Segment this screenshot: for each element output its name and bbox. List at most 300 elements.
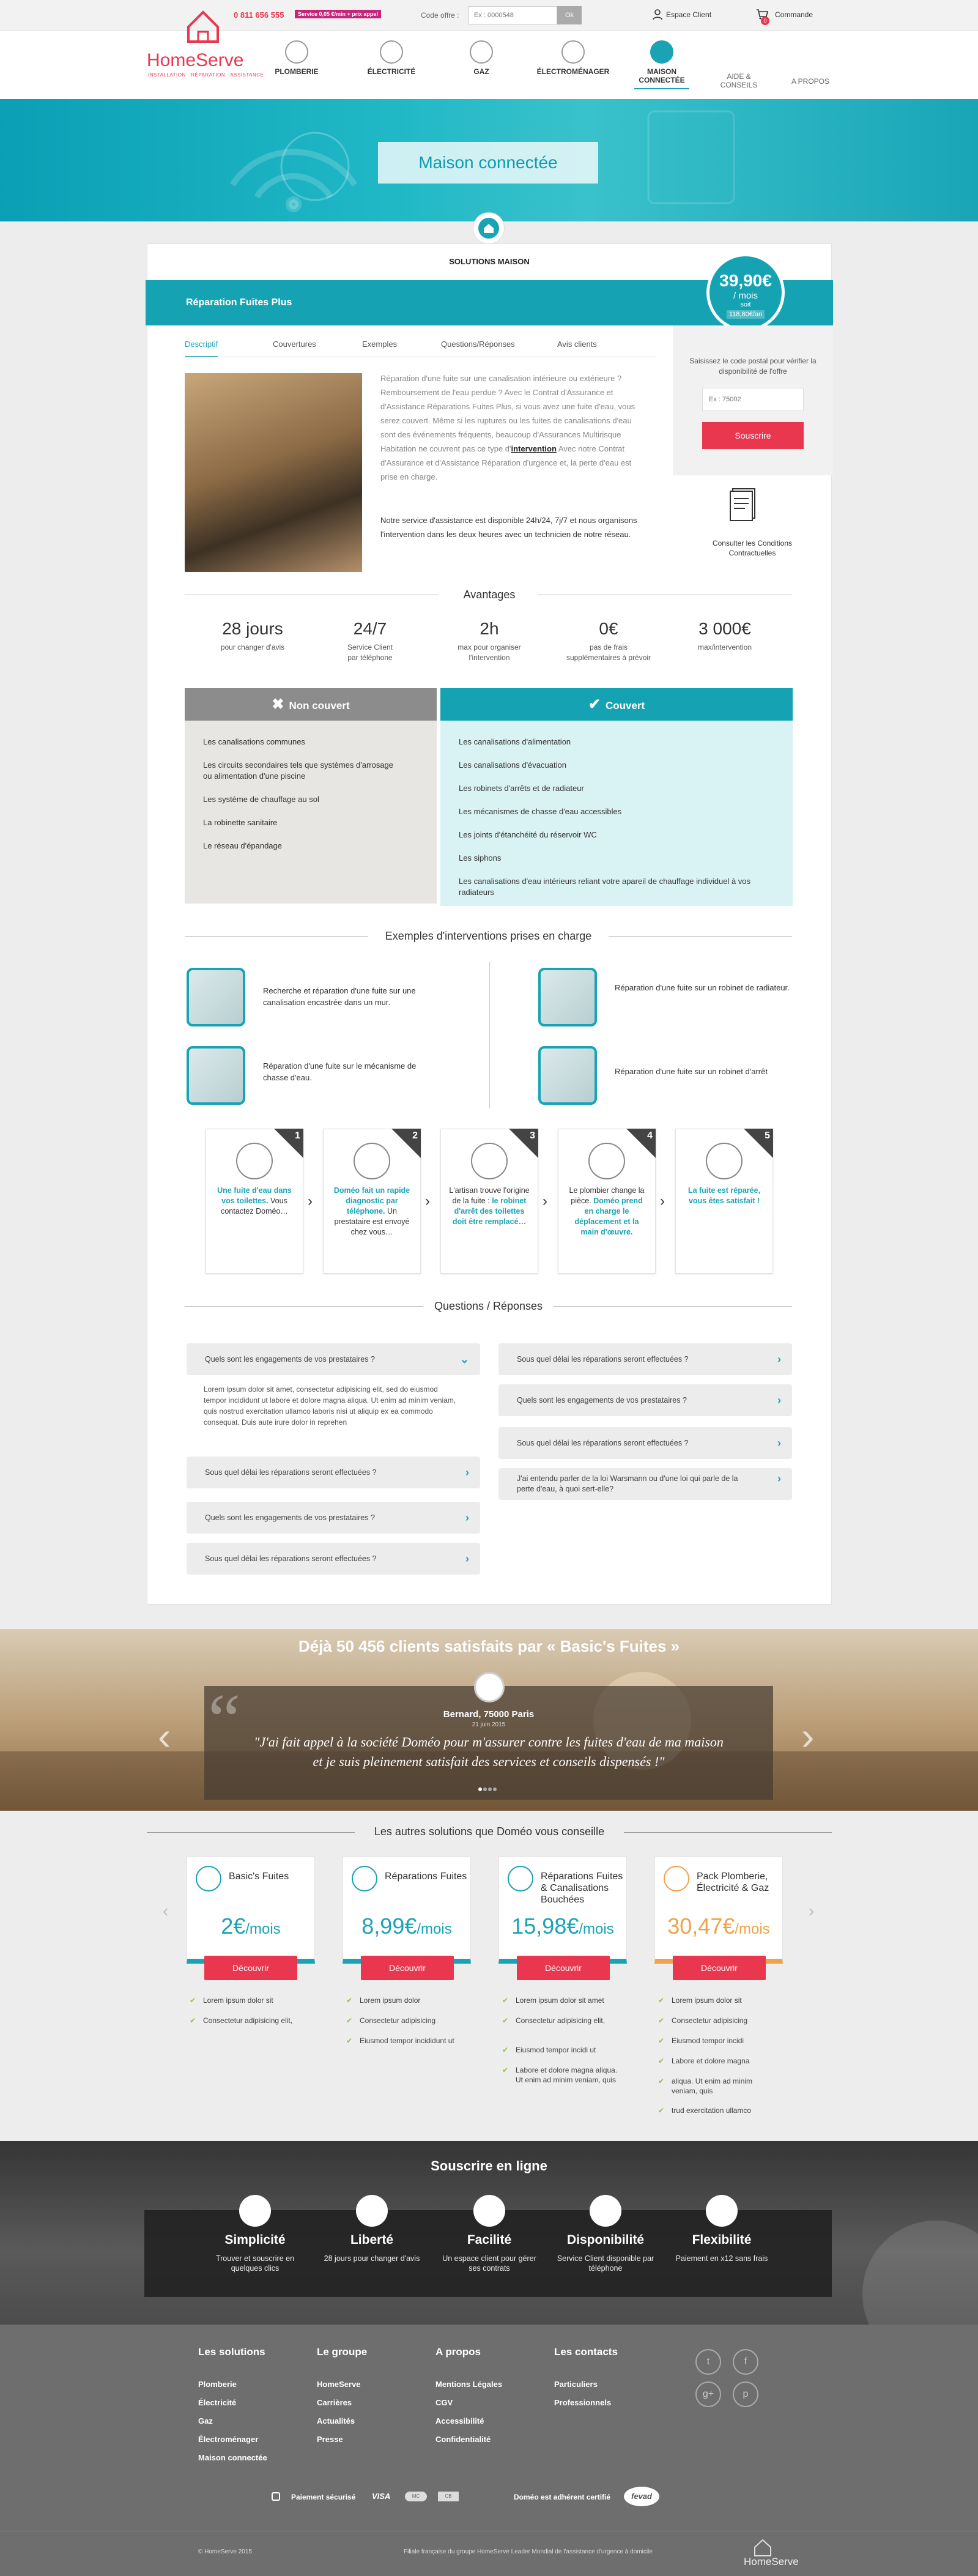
footer-link[interactable]: Mentions Légales <box>435 2380 503 2389</box>
solution-price <box>655 1913 782 1939</box>
home-badge <box>473 212 505 244</box>
feature-text: aliqua. Ut enim ad minim veniam, quis <box>672 2077 753 2095</box>
headset-icon <box>590 2195 621 2227</box>
price-bubble <box>706 253 785 332</box>
couvert-list <box>440 721 793 898</box>
stop-valve-icon <box>538 1046 597 1105</box>
souscrire-item-desc: 28 jours pour changer d'avis <box>324 2254 420 2263</box>
tab-exemples[interactable]: Exemples <box>362 340 398 349</box>
avantage-item <box>198 619 308 653</box>
testimonial-quote: "J'ai fait appel à la société Doméo pour m'assurer contre les fuites d'eau de ma maison et je suis pleinement satisfait des services et conseils dispensés !" <box>254 1734 724 1769</box>
divider <box>624 1832 832 1833</box>
pinterest-icon[interactable]: p <box>733 2381 758 2407</box>
carousel-prev-icon[interactable]: ‹ <box>158 1714 171 1758</box>
solution-card <box>498 1857 627 1964</box>
feature-item <box>658 2036 774 2046</box>
others-next-icon[interactable]: › <box>809 1901 815 1920</box>
faq-question[interactable] <box>498 1427 792 1459</box>
commande-link[interactable] <box>755 8 813 24</box>
nav-aide[interactable] <box>708 72 769 89</box>
step-card <box>558 1129 656 1274</box>
couvert-box <box>440 688 793 906</box>
nav-electromenager[interactable] <box>533 40 613 76</box>
feature-item <box>502 1995 618 2005</box>
souscrire-item-title: Disponibilité <box>567 2233 644 2247</box>
souscrire-item-title: Facilité <box>467 2233 512 2247</box>
solution-price <box>499 1913 626 1939</box>
description-text: Réparation d'une fuite sur une canalisation intérieure ou extérieure ? Remboursement de l'eau perdue ? Avec le Contrat d'Assurance et d'Assistance Réparations Fuites Plus, si vous avez une fuite d'eau, vous serez couvert. Même si les ruptures ou les fuites de canalisations d'eau sont des événements fréquents, beaucoup d'Assurances Multirisque Habitation ne couvrent pas ce type d' <box>380 374 635 453</box>
decouvrir-button[interactable]: Découvrir <box>204 1956 297 1980</box>
wrench-icon <box>588 1143 625 1179</box>
arrow-right-icon: › <box>660 1193 665 1209</box>
nav-label: ÉLECTRICITÉ <box>367 67 416 76</box>
nav-apropos[interactable] <box>780 77 841 86</box>
footer-link[interactable]: CGV <box>435 2398 453 2407</box>
price-per: /mois <box>245 1921 281 1937</box>
souscrire-item-title: Liberté <box>350 2233 393 2247</box>
feature-text: Eiusmod tempor incididunt ut <box>360 2036 454 2045</box>
list-item: Le réseau d'épandage <box>203 841 282 850</box>
testimonial-author: Bernard, 75000 Paris <box>443 1709 535 1720</box>
souscrire-item-title: Flexibilité <box>692 2233 752 2247</box>
divider-vertical <box>489 962 490 1108</box>
feature-item <box>658 2076 774 2096</box>
thumbs-up-icon <box>239 2195 271 2227</box>
divider <box>554 1306 792 1307</box>
price-yearly: 118,80€/an <box>727 310 765 319</box>
footer-link[interactable]: Électroménager <box>198 2435 259 2444</box>
copyright: © HomeServe 2015 <box>198 2548 252 2555</box>
tab-couvertures[interactable]: Couvertures <box>273 340 316 349</box>
nav-plomberie[interactable] <box>257 40 336 76</box>
feature-text: Consectetur adipisicing <box>360 2016 436 2025</box>
nav-label: ÉLECTROMÉNAGER <box>536 67 610 76</box>
exemple-text: Réparation d'une fuite sur un robinet de radiateur. <box>615 983 790 992</box>
avantage-item <box>554 619 664 663</box>
divider <box>609 936 792 937</box>
divider <box>185 936 368 937</box>
quote-icon: “ <box>208 1679 241 1760</box>
intervention-link[interactable]: intervention <box>511 444 557 453</box>
googleplus-icon[interactable]: g+ <box>695 2381 721 2407</box>
decouvrir-button[interactable]: Découvrir <box>361 1956 454 1980</box>
checkmark-icon: ✔ <box>658 2077 665 2085</box>
plumber-photo <box>185 373 362 572</box>
footer-link[interactable]: Particuliers <box>554 2380 598 2389</box>
mastercard-logo: MC <box>405 2492 427 2501</box>
document-icon <box>728 488 760 525</box>
souscrire-item-desc: Trouver et souscrire en quelques clics <box>215 2254 295 2273</box>
solution-price <box>187 1913 314 1939</box>
feature-text: Lorem ipsum dolor sit amet <box>516 1996 604 2005</box>
brand-tagline: INSTALLATION · RÉPARATION · ASSISTANCE <box>148 72 264 78</box>
faq-question[interactable] <box>498 1343 792 1375</box>
code-offre-label: Code offre : <box>421 11 459 20</box>
step-text <box>676 1186 772 1206</box>
service-badge: Service 0,05 €/min + prix appel <box>295 10 381 18</box>
appliance-icon <box>561 40 585 64</box>
step-rest: Le plombier change la pièce. <box>569 1186 645 1205</box>
checkmark-icon: ✔ <box>502 2016 509 2025</box>
footer-column-title: A propos <box>435 2346 481 2358</box>
footer-house-logo-icon <box>747 2536 778 2557</box>
list-item: Les mécanismes de chasse d'eau accessibles <box>459 807 622 816</box>
decouvrir-button[interactable]: Découvrir <box>673 1956 766 1980</box>
checkmark-icon: ✔ <box>658 2036 665 2045</box>
souscrire-item <box>323 2195 421 2263</box>
faq-question[interactable] <box>498 1384 792 1416</box>
feature-item <box>502 2065 618 2085</box>
faq-question[interactable] <box>187 1457 480 1488</box>
avantage-desc: Service Client par téléphone <box>347 643 393 662</box>
step-number: 5 <box>765 1130 770 1141</box>
exemple-text: Réparation d'une fuite sur le mécanisme de chasse d'eau. <box>263 1061 417 1082</box>
price-per: / mois <box>733 291 758 301</box>
footer-link[interactable]: HomeServe <box>317 2380 361 2389</box>
souscrire-item-title: Simplicité <box>224 2233 286 2247</box>
feature-item <box>346 2036 462 2046</box>
avantage-item <box>315 619 425 663</box>
price-amount: 2€ <box>221 1913 246 1939</box>
souscrire-item-desc: Un espace client pour gérer ses contrats <box>442 2254 536 2273</box>
checkmark-icon: ✔ <box>502 2066 509 2074</box>
avantage-value: 0€ <box>599 619 618 638</box>
chevron-right-icon: › <box>465 1466 469 1479</box>
non-couvert-list <box>185 721 437 852</box>
checkmark-icon: ✔ <box>190 1996 196 2005</box>
footer-link[interactable]: Actualités <box>317 2416 355 2426</box>
faq-question[interactable] <box>187 1502 480 1534</box>
exemples-title: Exemples d'interventions prises en charge <box>385 930 592 942</box>
price-per: /mois <box>735 1921 770 1937</box>
feature-text: Lorem ipsum dolor sit <box>203 1996 273 2005</box>
solutions-title: SOLUTIONS MAISON <box>449 257 530 266</box>
chevron-right-icon: › <box>777 1394 781 1406</box>
footer-column-title: Les contacts <box>554 2346 618 2358</box>
tab-descriptif[interactable]: Descriptif <box>185 340 218 357</box>
fevad-logo: fevad <box>624 2487 659 2506</box>
price-value: 39,90€ <box>719 271 772 290</box>
step-card <box>440 1129 538 1274</box>
footer-column <box>435 2346 502 2449</box>
filiale-text: Filiale française du groupe HomeServe Leader Mondial de l'assistance d'urgence à domicile <box>404 2548 653 2555</box>
fevad-label: Doméo est adhérent certifié <box>514 2493 611 2501</box>
souscrire-title: Souscrire en ligne <box>431 2158 547 2173</box>
price-soit: soit <box>740 301 751 308</box>
nav-label: MAISON CONNECTÉE <box>639 67 685 84</box>
product-title: Réparation Fuites Plus <box>186 297 292 308</box>
souscrire-item <box>557 2195 654 2273</box>
solution-card <box>343 1857 471 1964</box>
solution-price <box>343 1913 470 1939</box>
footer-link[interactable]: Confidentialité <box>435 2435 491 2444</box>
feature-item <box>658 2106 774 2115</box>
faq-question-text: Quels sont les engagements de vos prestataires ? <box>517 1396 687 1405</box>
step-text <box>441 1186 538 1227</box>
code-offre-input[interactable] <box>469 6 557 24</box>
souscrire-item-desc: Paiement en x12 sans frais <box>675 2254 768 2263</box>
solution-name: Pack Plomberie, Électricité & Gaz <box>697 1871 769 1893</box>
feature-item <box>346 2016 462 2025</box>
hero-title: Maison connectée <box>378 142 598 184</box>
list-item: Les circuits secondaires tels que systèmes d'arrosage ou alimentation d'une piscine <box>203 760 394 781</box>
faq-question-text: Sous quel délai les réparations seront effectuées ? <box>205 1468 377 1477</box>
footer-link[interactable]: Presse <box>317 2435 343 2444</box>
feature-text: Consectetur adipisicing elit, <box>516 2016 606 2025</box>
faq-question[interactable] <box>187 1343 480 1375</box>
footer-column-title: Le groupe <box>317 2346 368 2358</box>
brand-name: HomeServe <box>147 50 244 70</box>
footer-column <box>554 2346 618 2412</box>
chevron-right-icon: › <box>465 1553 469 1565</box>
visa-logo: VISA <box>372 2492 391 2501</box>
tab-questions[interactable]: Questions/Réponses <box>441 340 515 349</box>
chevron-right-icon: › <box>777 1353 781 1365</box>
souscrire-item <box>440 2195 538 2273</box>
step-number: 4 <box>647 1130 653 1141</box>
checkmark-icon: ✔ <box>658 2106 665 2115</box>
cb-logo: CB <box>438 2492 459 2501</box>
nav-gaz[interactable] <box>442 40 521 76</box>
step-bold: Doméo prend en charge le déplacement et la main d'œuvre. <box>574 1197 643 1236</box>
conditions-link[interactable]: Consulter les Conditions Contractuelles <box>712 539 793 557</box>
footer-column-title: Les solutions <box>198 2346 265 2358</box>
step-bold: Une fuite d'eau dans vos toilettes. <box>217 1186 292 1205</box>
faucet-icon <box>471 1143 508 1179</box>
list-item: Les canalisations communes <box>203 737 305 746</box>
couvert-title: Couvert <box>605 700 645 711</box>
exemple-text: Recherche et réparation d'une fuite sur une canalisation encastrée dans un mur. <box>263 986 416 1007</box>
house-logo-icon <box>185 9 221 43</box>
handshake-icon <box>356 2195 388 2227</box>
exemple-text: Réparation d'une fuite sur un robinet d'arrêt <box>615 1067 768 1076</box>
footer-link[interactable]: Accessibilité <box>435 2416 484 2426</box>
list-item: Les canalisations d'alimentation <box>459 737 571 746</box>
arrow-right-icon: › <box>308 1193 313 1209</box>
testimonial-title: Déjà 50 456 clients satisfaits par « Basic's Fuites » <box>298 1637 680 1655</box>
feature-text: Labore et dolore magna <box>672 2057 750 2065</box>
step-card <box>323 1129 421 1274</box>
postal-instructions: Saisissez le code postal pour vérifier la disponibilité de l'offre <box>689 357 817 376</box>
step-card <box>675 1129 773 1274</box>
twitter-icon[interactable]: t <box>695 2349 721 2375</box>
subscribe-sidebox <box>673 325 833 475</box>
chevron-right-icon: › <box>465 1512 469 1524</box>
carousel-next-icon[interactable]: › <box>801 1714 815 1758</box>
price-amount: 8,99€ <box>361 1913 417 1939</box>
list-item: Les robinets d'arrêts et de radiateur <box>459 784 584 793</box>
avantage-desc: max pour organiser l'intervention <box>458 643 521 662</box>
faq-question[interactable] <box>187 1543 480 1575</box>
faq-question-text: Quels sont les engagements de vos prestataires ? <box>205 1513 375 1522</box>
souscrire-item <box>673 2195 771 2263</box>
step-bold: le robinet d'arrêt des toilettes doit être remplacé… <box>452 1197 527 1226</box>
checkmark-icon: ✔ <box>190 2016 196 2025</box>
avantage-value: 3 000€ <box>698 619 751 638</box>
step-text <box>558 1186 655 1238</box>
list-item: Les canalisations d'eau intérieurs reliant votre apareil de chauffage individuel à vos radiateurs <box>459 877 751 897</box>
step-number: 2 <box>412 1130 418 1141</box>
faq-question-text: Sous quel délai les réparations seront effectuées ? <box>205 1554 377 1563</box>
footer-link[interactable]: Plomberie <box>198 2380 237 2389</box>
feature-item <box>658 2016 774 2025</box>
house-icon <box>664 1866 689 1891</box>
secure-payment-label: Paiement sécurisé <box>291 2493 356 2501</box>
faq-question-text: Quels sont les engagements de vos prestataires ? <box>205 1355 375 1364</box>
solution-name: Réparations Fuites <box>385 1871 467 1882</box>
step-bold: Doméo fait un rapide diagnostic par téléphone. <box>333 1186 410 1216</box>
wifi-icon <box>650 40 673 64</box>
list-item: La robinette sanitaire <box>203 818 278 827</box>
step-number: 1 <box>295 1130 300 1141</box>
chevron-right-icon: › <box>777 1437 781 1449</box>
faq-question[interactable] <box>498 1468 792 1500</box>
footer-link[interactable]: Professionnels <box>554 2398 612 2407</box>
avatar <box>474 1672 505 1702</box>
testimonial-date: 21 juin 2015 <box>472 1721 506 1728</box>
step-card <box>206 1129 303 1274</box>
espace-client-link[interactable] <box>651 8 712 22</box>
checkmark-icon: ✔ <box>346 1996 353 2005</box>
feature-item <box>502 2016 618 2025</box>
checkmark-icon: ✔ <box>658 2016 665 2025</box>
others-prev-icon[interactable]: ‹ <box>163 1901 169 1920</box>
step-rest: L'artisan trouve l'origine de la fuite : <box>449 1186 530 1205</box>
nav-label: A PROPOS <box>791 77 830 86</box>
phone-agent-icon <box>354 1143 390 1179</box>
non-couvert-title: Non couvert <box>289 700 350 711</box>
solution-name: Basic's Fuites <box>229 1871 289 1882</box>
checkmark-icon: ✔ <box>502 1996 509 2005</box>
service-description: Notre service d'assistance est disponible 24h/24, 7j/7 et nous organisons l'intervention dans les deux heures avec un technicien de notre réseau. <box>380 516 637 539</box>
phone-number[interactable]: 0 811 656 555 <box>234 10 284 20</box>
checkmark-icon: ✔ <box>346 2016 353 2025</box>
avantage-desc: pas de frais supplémentaires à prévoir <box>566 643 651 662</box>
feature-text: Consectetur adipisicing elit, <box>203 2016 293 2025</box>
divider <box>147 1832 355 1833</box>
faq-question-text: Sous quel délai les réparations seront effectuées ? <box>517 1439 689 1447</box>
step-bold: La fuite est réparée, vous êtes satisfait ! <box>687 1186 761 1205</box>
pipe-wall-icon <box>187 968 245 1026</box>
user-icon <box>473 2195 505 2227</box>
others-title: Les autres solutions que Doméo vous conseille <box>374 1825 605 1838</box>
step-rest: Vous contactez Doméo… <box>221 1197 288 1216</box>
avantage-desc: max/intervention <box>697 643 752 651</box>
house-icon <box>196 1866 221 1891</box>
list-item: Les canalisations d'évacuation <box>459 760 566 770</box>
checkmark-icon: ✔ <box>502 2046 509 2054</box>
feature-text: Eiusmod tempor incidi ut <box>516 2046 596 2054</box>
cart-count-badge: 0 <box>761 17 769 25</box>
commande-label: Commande <box>775 10 813 19</box>
checkmark-icon: ✔ <box>658 1996 665 2005</box>
non-couvert-header <box>185 688 437 721</box>
step-text <box>206 1186 303 1217</box>
souscrire-item <box>206 2195 304 2273</box>
non-couvert-box <box>185 688 437 904</box>
checkmark-icon: ✔ <box>346 2036 353 2045</box>
feature-text: trud exercitation ullamco <box>672 2106 752 2115</box>
nav-electricite[interactable] <box>352 40 431 76</box>
checkmark-icon: ✔ <box>658 2057 665 2065</box>
faq-title: Questions / Réponses <box>434 1300 543 1312</box>
active-underline <box>634 88 689 89</box>
tab-avis[interactable]: Avis clients <box>557 340 597 349</box>
feature-text: Lorem ipsum dolor <box>360 1996 421 2005</box>
home-icon <box>478 218 499 239</box>
feature-text: Labore et dolore magna aliqua. Ut enim ad minim veniam, quis <box>516 2066 618 2084</box>
souscrire-button[interactable]: Souscrire <box>702 422 804 449</box>
chevron-right-icon: › <box>777 1472 781 1485</box>
price-amount: 15,98€ <box>511 1913 579 1939</box>
nav-label: GAZ <box>473 67 489 76</box>
avantage-value: 28 jours <box>222 619 283 638</box>
avantage-desc: pour changer d'avis <box>220 643 285 651</box>
feature-item <box>346 1995 462 2005</box>
lock-icon <box>272 2492 280 2501</box>
code-ok-button[interactable]: Ok <box>557 6 582 24</box>
step-rest: Un prestataire est envoyé chez vous… <box>334 1207 410 1236</box>
nav-maison-connectee[interactable] <box>622 40 702 89</box>
feature-item <box>658 1995 774 2005</box>
nav-label: PLOMBERIE <box>275 67 319 76</box>
footer-link[interactable]: Gaz <box>198 2416 213 2426</box>
couvert-header <box>440 688 793 721</box>
footer-brand: HomeServe <box>744 2556 799 2567</box>
toilet-icon <box>236 1143 273 1179</box>
footer-link[interactable]: Électricité <box>198 2398 237 2407</box>
gas-icon <box>470 40 493 64</box>
checkmark-icon: ✔ <box>588 696 601 713</box>
footer-link[interactable]: Carrières <box>317 2398 352 2407</box>
price-amount: 30,47€ <box>667 1913 735 1939</box>
feature-item <box>658 2056 774 2066</box>
house-icon <box>352 1866 377 1891</box>
feature-text: Eiusmod tempor incidi <box>672 2036 744 2045</box>
solution-card <box>187 1857 315 1964</box>
list-item: Les système de chauffage au sol <box>203 795 319 804</box>
step-text <box>324 1186 420 1238</box>
feature-item <box>190 1995 306 2005</box>
chevron-down-icon: ⌄ <box>459 1353 469 1365</box>
description-end: Avec notre Contrat d'Assurance et d'Assistance Réparation d'urgence et, la perte d'eau est prise en charge. <box>380 444 632 481</box>
espace-client-label: Espace Client <box>666 10 712 19</box>
nav-label: AIDE & CONSEILS <box>720 72 758 89</box>
arrow-right-icon: › <box>425 1193 430 1209</box>
feature-text: Consectetur adipisicing <box>672 2016 748 2025</box>
arrow-right-icon: › <box>543 1193 547 1209</box>
plumbing-icon <box>285 40 308 64</box>
avantages-title: Avantages <box>463 588 516 601</box>
user-icon <box>651 8 664 20</box>
feature-item <box>190 2016 306 2025</box>
faq-answer: Lorem ipsum dolor sit amet, consectetur adipisicing elit, sed do eiusmod tempor incididunt ut labore et dolore magna aliqua. Ut enim ad minim veniam, quis nostrud exercitation ullamco laboris nisi ut aliquip ex ea commodo consequat. Duis aute irure dolor in reprehen <box>204 1385 456 1427</box>
step-number: 3 <box>530 1130 535 1141</box>
solution-card <box>654 1857 783 1964</box>
refresh-icon <box>706 2195 738 2227</box>
footer-column <box>317 2346 367 2449</box>
faq-question-text: Sous quel délai les réparations seront effectuées ? <box>517 1355 689 1364</box>
footer-link[interactable]: Maison connectée <box>198 2453 267 2462</box>
carousel-dots[interactable] <box>478 1783 502 1793</box>
postal-code-input[interactable] <box>702 388 804 411</box>
avantage-value: 2h <box>480 619 499 638</box>
feature-text: Lorem ipsum dolor sit <box>672 1996 742 2005</box>
decouvrir-button[interactable]: Découvrir <box>517 1956 610 1980</box>
radiator-valve-icon <box>538 968 597 1026</box>
magnifier-check-icon <box>706 1143 743 1179</box>
facebook-icon[interactable]: f <box>733 2349 758 2375</box>
